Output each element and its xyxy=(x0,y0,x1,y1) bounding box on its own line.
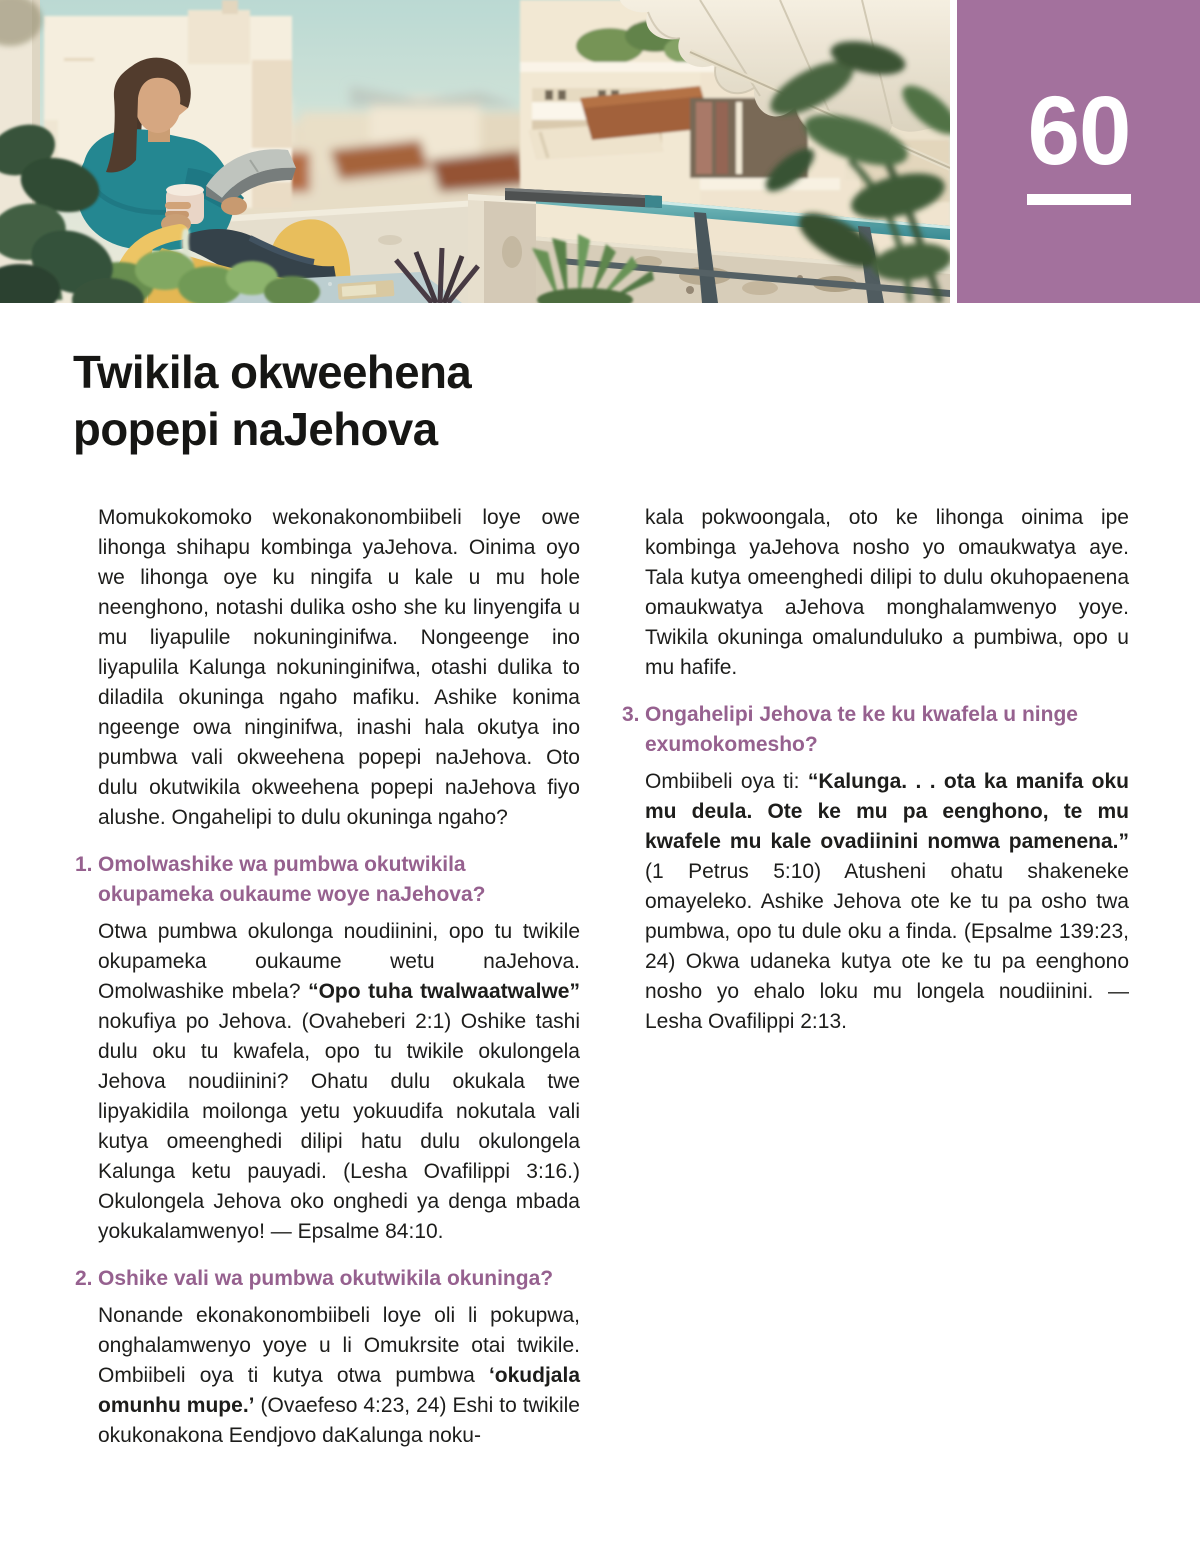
column-left xyxy=(75,503,580,1468)
balcony-photo xyxy=(0,0,950,303)
column-right xyxy=(622,503,1129,1468)
question-3-text: Ongahelipi Jehova te ke ku kwafela u ninge exumokomesho? xyxy=(645,703,1078,756)
hero-header xyxy=(0,0,1200,303)
question-1-heading xyxy=(75,850,580,910)
question-3-number: 3. xyxy=(622,703,640,726)
lesson-number-underline xyxy=(1027,194,1131,205)
paragraph-1: Otwa pumbwa okulonga noudiinini, opo tu twikile okupameka oukaume wetu naJehova. Omolwashike mbela? “Opo tuha twalwaatwalwe” nokufiya po Jehova. (Ovaheberi 2:1) Oshike tashi dulu oku tu kwafela, opo tu twikile okulongela Jehova noudiinini? Ohatu dulu okukala twe lipyakidila moilonga yetu yokuudifa nokutala vali kutya omeenghedi dilipi hatu dulu okulongela Kalunga ketu pauyadi. (Lesha Ovafilippi 3:16.) Okulongela Jehova oko onghedi ya denga mbada yokukalamwenyo! — Epsalme 84:10. xyxy=(98,920,580,1243)
question-1-text: Omolwashike wa pumbwa okutwikila okupameka oukaume woye naJehova? xyxy=(98,853,486,906)
question-3-heading xyxy=(622,700,1129,760)
question-2-heading xyxy=(75,1264,580,1294)
lesson-number-badge xyxy=(957,0,1200,303)
article-title-line1: Twikila okweehena xyxy=(73,346,472,398)
paragraph-3: Ombiibeli oya ti: “Kalunga. . . ota ka manifa oku mu deula. Ote ke mu pa eenghono, te mu kwafele mu kale ovadiinini nomwa pamenena.” (1 Petrus 5:10) Atusheni ohatu shakeneke omayeleko. Ashike Jehova ote ke tu pa osho twa pumbwa, opo tu dule oku a finda. (Epsalme 139:23, 24) Okwa udaneka kutya ote ke tu pa eenghono nosho yo ehalo loku mu longela noudiinini. — Lesha Ovafilippi 2:13. xyxy=(645,770,1129,1033)
question-2-number: 2. xyxy=(75,1267,93,1290)
question-1-number: 1. xyxy=(75,853,93,876)
paragraph-2-right: kala pokwoongala, oto ke lihonga oinima ipe kombinga yaJehova nosho yo omaukwatya aye. Tala kutya omeenghedi dilipi to dulu okuhopaenena omaukwatya aJehova monghalamwenyo yoye. Twikila okuninga omalunduluko a pumbiwa, opo u mu hafife. xyxy=(645,506,1129,679)
question-2-text: Oshike vali wa pumbwa okutwikila okuninga? xyxy=(98,1267,554,1290)
paragraph-2-left: Nonande ekonakonombiibeli loye oli li pokupwa, onghalamwenyo yoye u li Omukrsite otai twikile. Ombiibeli oya ti kutya otwa pumbwa ‘okudjala omunhu mupe.’ (Ovaefeso 4:23, 24) Eshi to twikile okukonakona Eendjovo daKalunga noku- xyxy=(98,1304,580,1447)
article-title-line2: popepi naJehova xyxy=(73,403,438,455)
lesson-number: 60 xyxy=(1027,76,1130,185)
intro-paragraph: Momukokomoko wekonakonombiibeli loye owe lihonga shihapu kombinga yaJehova. Oinima oyo we lihonga oye ku ningifa u kale u mu hole neenghono, notashi dulika osho she ku linyengifa u mu liyapulile nokuninginifwa. Nongeenge ino liyapulila Kalunga nokuninginifwa, otashi dulika to diladila okuninga ngaho mafiku. Ashike konima ngeenge owa ninginifwa, inashi hala okutya ino pumbwa vali okweehena popepi naJehova. Oto dulu okutwikila okweehena popepi naJehova fiyo alushe. Ongahelipi to dulu okuninga ngaho? xyxy=(98,506,580,829)
article-body xyxy=(75,503,1129,1468)
article-title xyxy=(73,344,766,458)
